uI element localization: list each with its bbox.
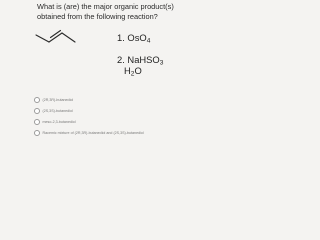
- reagent-step-1: [117, 33, 150, 47]
- reagent-step-3: [124, 66, 142, 80]
- answer-choice-2-label: (2S,3S)-butanediol: [42, 109, 73, 113]
- answer-choice-4-label: Racemic mixture of (2R,3R)-butanediol and (2S,3S)-butanediol: [42, 131, 144, 135]
- answer-choice-4[interactable]: [34, 129, 198, 137]
- radio-button-4[interactable]: [34, 130, 40, 136]
- reagent-step-1-text: 1. OsO: [117, 32, 147, 43]
- question-text: What is (are) the major organic product(s) obtained from the following reaction?: [37, 2, 174, 21]
- reagent-step-3-o: O: [134, 65, 142, 76]
- answer-choice-1[interactable]: [34, 96, 198, 104]
- reagent-step-2-text: 2. NaHSO: [117, 54, 160, 65]
- reagent-step-2-subscript: 3: [159, 59, 164, 67]
- answer-choice-2[interactable]: [34, 107, 198, 115]
- answer-choices: [34, 96, 198, 140]
- reagent-step-3-subscript: 2: [130, 70, 135, 78]
- answer-choice-3-label: meso-2,3-butanediol: [42, 120, 76, 124]
- radio-button-2[interactable]: [34, 108, 40, 114]
- reagent-step-1-subscript: 4: [146, 37, 151, 45]
- reagent-step-3-h: H: [124, 65, 131, 76]
- answer-choice-3[interactable]: [34, 118, 198, 126]
- radio-button-1[interactable]: [34, 97, 40, 103]
- answer-choice-1-label: (2R,3R)-butanediol: [42, 98, 74, 102]
- trans-2-butene-structure: [35, 24, 87, 46]
- radio-button-3[interactable]: [34, 119, 40, 125]
